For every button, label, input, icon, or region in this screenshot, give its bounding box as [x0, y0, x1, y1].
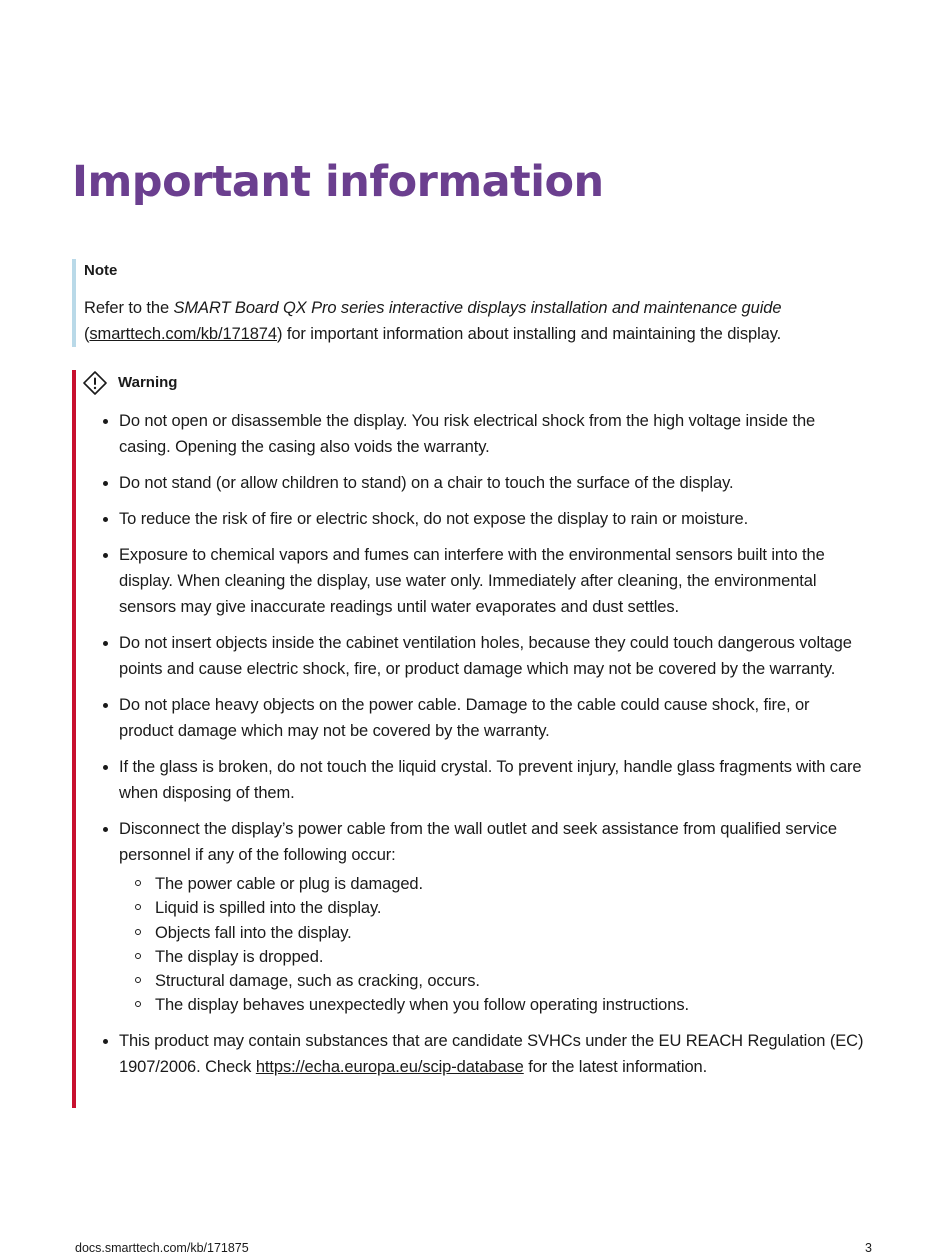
sub-list-item: Structural damage, such as cracking, occurs. [119, 969, 866, 993]
list-item [76, 816, 866, 1018]
note-heading: Note [84, 262, 118, 279]
sub-list-item: The power cable or plug is damaged. [119, 872, 866, 896]
note-text-after: ) for important information about installing and maintaining the display. [276, 325, 782, 343]
sub-list-item: The display is dropped. [119, 945, 866, 969]
reach-text-after: for the latest information. [523, 1057, 708, 1076]
warning-list [76, 408, 866, 1090]
sub-list-item: Objects fall into the display. [119, 921, 866, 945]
list-item: Do not open or disassemble the display. You risk electrical shock from the high voltage inside the casing. Opening the casing also voids the warranty. [76, 408, 866, 460]
list-item [76, 1028, 866, 1080]
note-body [84, 295, 884, 347]
warning-diamond-icon [82, 370, 108, 396]
footer-url: docs.smarttech.com/kb/171875 [75, 1241, 249, 1255]
sub-list-item: Liquid is spilled into the display. [119, 896, 866, 920]
page-number: 3 [865, 1241, 872, 1255]
note-text-before: Refer to the [84, 299, 174, 317]
list-item-text: Disconnect the display’s power cable from the wall outlet and seek assistance from qualified service personnel if any of the following occur: [119, 820, 837, 864]
page-title: Important information [72, 157, 604, 207]
list-item: If the glass is broken, do not touch the liquid crystal. To prevent injury, handle glass fragments with care when disposing of them. [76, 754, 866, 806]
warning-heading: Warning [118, 374, 178, 391]
note-paren-open: ( [84, 325, 90, 343]
note-callout [72, 259, 884, 347]
reach-text-before: This product may contain substances that are candidate SVHCs under the EU REACH Regulation (EC) 1907/2006. Check [119, 1031, 864, 1076]
warning-callout [72, 370, 876, 1108]
guide-link[interactable]: smarttech.com/kb/171874 [89, 325, 277, 343]
list-item: Exposure to chemical vapors and fumes can interfere with the environmental sensors built into the display. When cleaning the display, use water only. Immediately after cleaning, the environmental sensors may give inaccurate readings until water evaporates and dust settles. [76, 542, 866, 620]
list-item: Do not insert objects inside the cabinet ventilation holes, because they could touch dangerous voltage points and cause electric shock, fire, or product damage which may not be covered by the warranty. [76, 630, 866, 682]
sub-list-item: The display behaves unexpectedly when you follow operating instructions. [119, 993, 866, 1017]
scip-database-link[interactable]: https://echa.europa.eu/scip-database [255, 1057, 524, 1076]
sub-list [119, 872, 866, 1018]
warning-header [82, 370, 108, 396]
list-item: Do not stand (or allow children to stand) on a chair to touch the surface of the display. [76, 470, 866, 496]
guide-title: SMART Board QX Pro series interactive displays installation and maintenance guide [173, 299, 782, 317]
list-item: Do not place heavy objects on the power cable. Damage to the cable could cause shock, fire, or product damage which may not be covered by the warranty. [76, 692, 866, 744]
list-item: To reduce the risk of fire or electric shock, do not expose the display to rain or moisture. [76, 506, 866, 532]
